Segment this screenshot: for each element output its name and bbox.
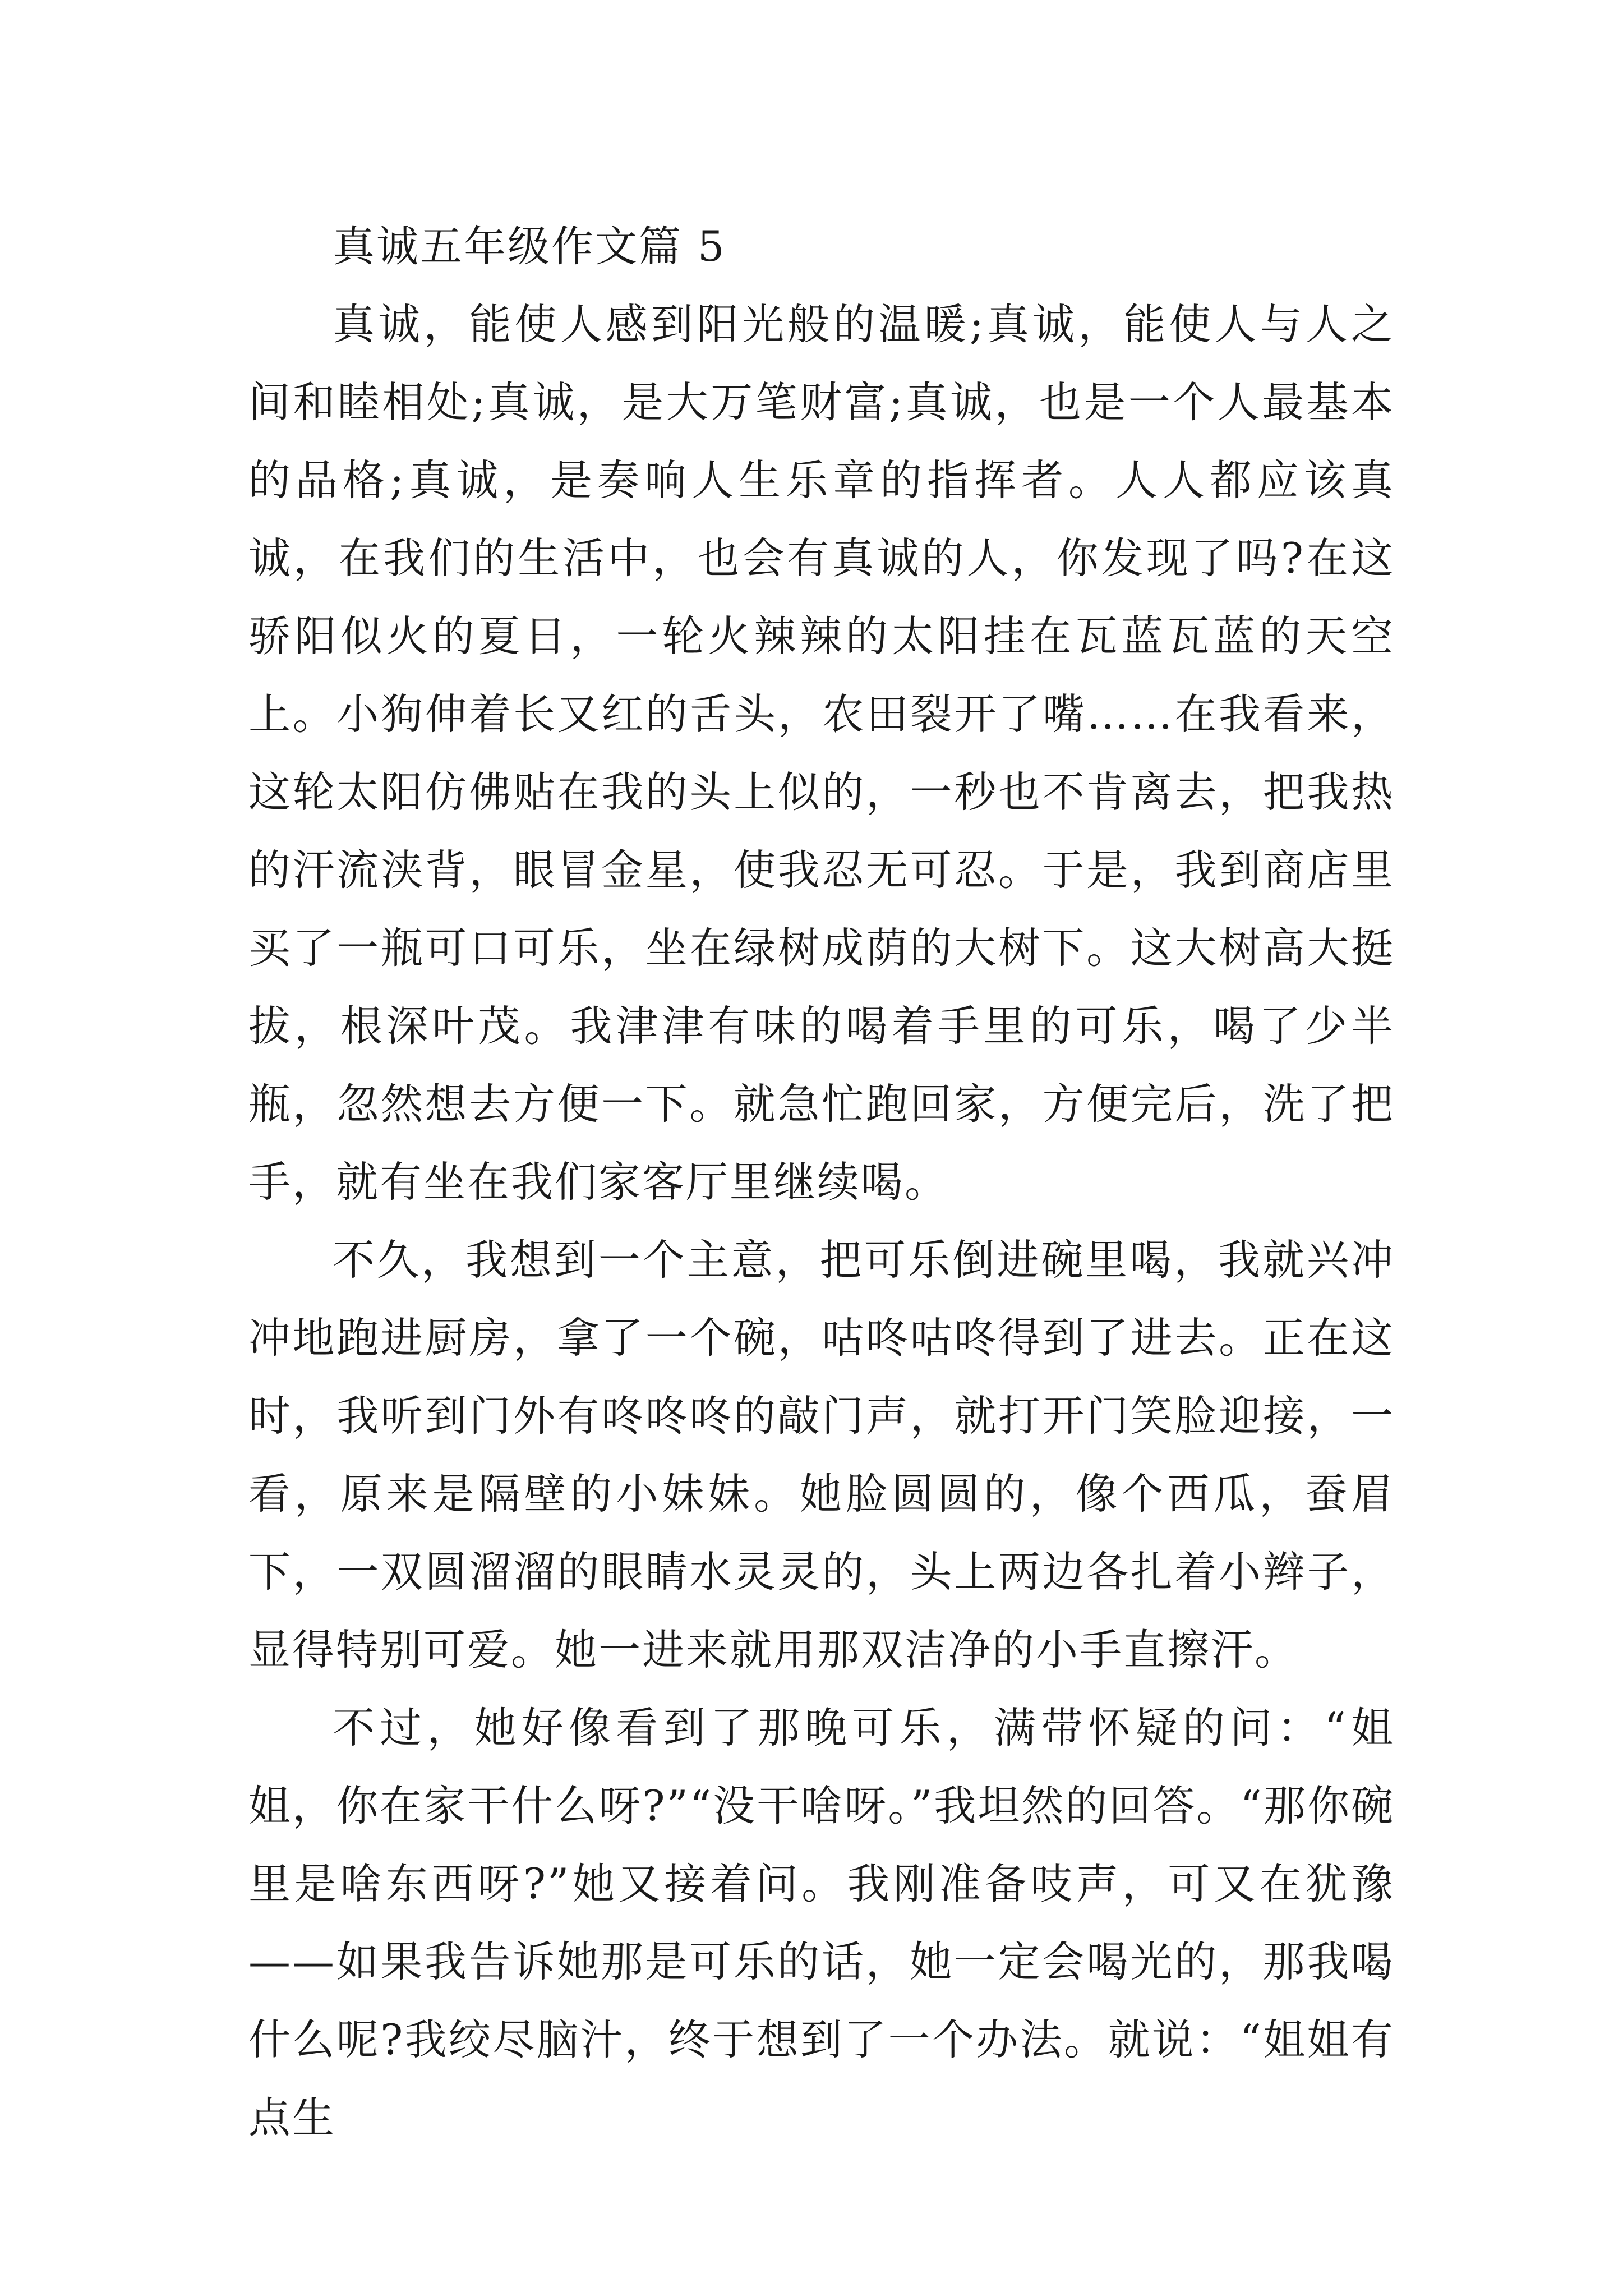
- essay-body: [248, 208, 1395, 2157]
- paragraph-1: 真诚，能使人感到阳光般的温暖;真诚，能使人与人之间和睦相处;真诚，是大万笔财富;真诚，也是一个人最基本的品格;真诚，是奏响人生乐章的指挥者。人人都应该真诚，在我们的生活中，也会有真诚的人，你发现了吗?在这骄阳似火的夏日，一轮火辣辣的太阳挂在瓦蓝瓦蓝的天空上。小狗伸着长又红的舌头，农田裂开了嘴……在我看来，这轮太阳仿佛贴在我的头上似的，一秒也不肯离去，把我热的汗流浃背，眼冒金星，使我忍无可忍。于是，我到商店里买了一瓶可口可乐，坐在绿树成荫的大树下。这大树高大挺拔，根深叶茂。我津津有味的喝着手里的可乐，喝了少半瓶，忽然想去方便一下。就急忙跑回家，方便完后，洗了把手，就有坐在我们家客厅里继续喝。: [248, 300, 1395, 1207]
- essay-title: 真诚五年级作文篇 5: [333, 222, 726, 271]
- paragraph-3: 不过，她好像看到了那晚可乐，满带怀疑的问：“姐姐，你在家干什么呀?”“没干啥呀。”我坦然的回答。“那你碗里是啥东西呀?”她又接着问。我刚准备吱声，可又在犹豫——如果我告诉她那是可乐的话，她一定会喝光的，那我喝什么呢?我绞尽脑汁，终于想到了一个办法。就说：“姐姐有点生: [248, 1703, 1395, 2142]
- paragraph-2: 不久，我想到一个主意，把可乐倒进碗里喝，我就兴冲冲地跑进厨房，拿了一个碗，咕咚咕咚得到了进去。正在这时，我听到门外有咚咚咚的敲门声，就打开门笑脸迎接，一看，原来是隔壁的小妹妹。她脸圆圆的，像个西瓜，蚕眉下，一双圆溜溜的眼睛水灵灵的，头上两边各扎着小辫子，显得特别可爱。她一进来就用那双洁净的小手直擦汗。: [248, 1235, 1395, 1674]
